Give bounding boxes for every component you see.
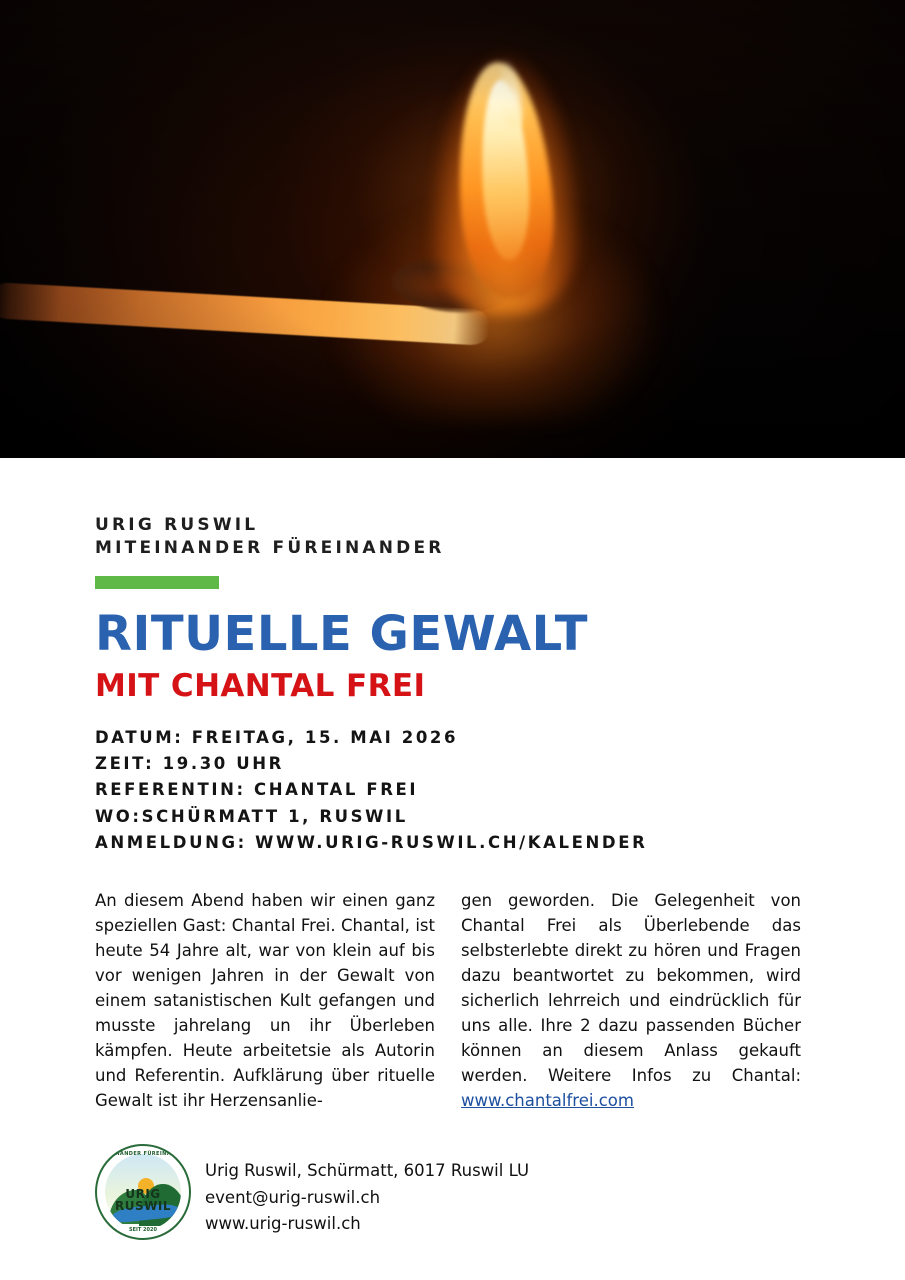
logo-bottom-text: SEIT 2020 <box>129 1227 157 1233</box>
footer-website[interactable]: www.urig-ruswil.ch <box>205 1214 361 1234</box>
footer-contact <box>205 1144 529 1238</box>
chantal-frei-website-link[interactable]: www.chantalfrei.com <box>461 1091 634 1111</box>
page-title: RITUELLE GEWALT <box>95 605 589 662</box>
logo-main-line-1: URIG <box>125 1187 161 1201</box>
detail-time: ZEIT: 19.30 UHR <box>95 754 284 774</box>
detail-registration: ANMELDUNG: WWW.URIG-RUSWIL.CH/KALENDER <box>95 832 648 852</box>
kicker-line-1: URIG RUSWIL <box>95 515 259 535</box>
footer-email[interactable]: event@urig-ruswil.ch <box>205 1187 381 1207</box>
hero-vignette <box>0 0 905 458</box>
urig-ruswil-logo <box>95 1144 191 1240</box>
green-divider <box>95 576 219 589</box>
page-subtitle: MIT CHANTAL FREI <box>95 668 426 705</box>
poster-content <box>0 514 905 1113</box>
footer-address: Urig Ruswil, Schürmatt, 6017 Ruswil LU <box>205 1161 530 1180</box>
body-column-left <box>95 888 435 1114</box>
logo-main-text <box>97 1188 189 1212</box>
body-text-left: An diesem Abend haben wir einen ganz speziellen Gast: Chantal Frei. Chantal, ist heute 54 Jahre alt, war von klein auf bis vor wenigen Jahren in der Gewalt von einem satanistischen Kult gefangen und musste jahrelang un ihr Überleben kämpfen. Heute arbeitetsie als Autorin und Referentin. Aufklärung über rituelle Gewalt ist ihr Herzensanlie- <box>95 890 435 1111</box>
logo-top-text: MITEINANDER FÜREINANDER <box>97 1151 189 1157</box>
event-details <box>95 725 810 855</box>
logo-main-line-2: RUSWIL <box>115 1199 171 1213</box>
body-columns <box>95 888 810 1114</box>
organization-kicker <box>95 514 810 560</box>
body-column-right <box>461 888 801 1114</box>
detail-location: WO:SCHÜRMATT 1, RUSWIL <box>95 806 408 826</box>
detail-speaker: REFERENTIN: CHANTAL FREI <box>95 780 419 800</box>
body-text-right-main: gen geworden. Die Gelegenheit von Chantal Frei als Überlebende das selbsterlebte direkt zu hören und Fragen dazu beantwortet zu bekommen, wird sicherlich lehrreich und eindrücklich für uns alle. Ihre 2 dazu passenden Bücher können an diesem Anlass gekauft werden. Weitere Infos zu Chantal: <box>461 890 801 1086</box>
detail-date: DATUM: FREITAG, 15. MAI 2026 <box>95 728 459 748</box>
hero-image <box>0 0 905 458</box>
kicker-line-2: MITEINANDER FÜREINANDER <box>95 537 445 558</box>
body-text-right <box>461 888 801 1114</box>
footer <box>95 1144 529 1240</box>
